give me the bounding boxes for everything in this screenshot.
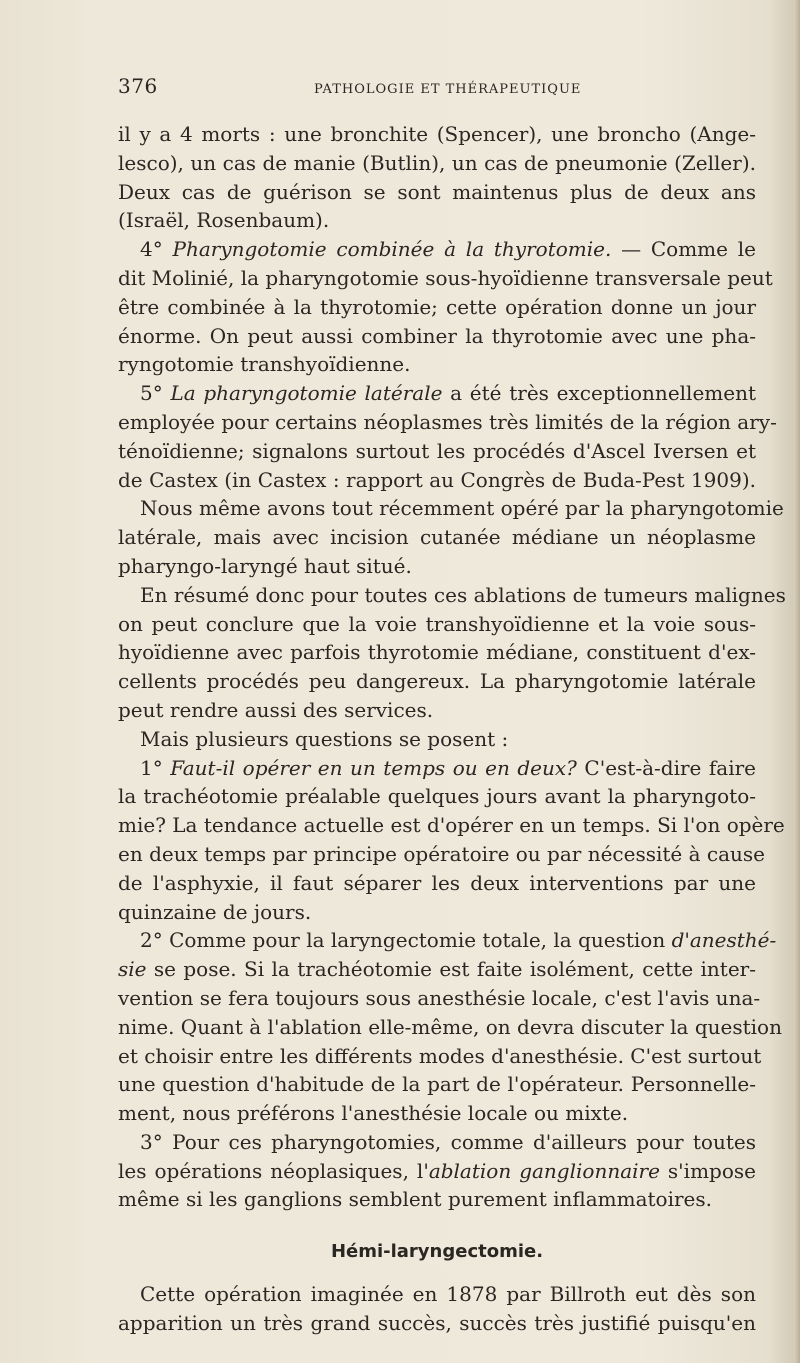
italic-heading: Faut-il opérer en un temps ou en deux? — [170, 755, 577, 780]
text-line: apparition un très grand succès, succès très justifié puisqu'en — [118, 1311, 756, 1336]
text-line: vention se fera toujours sous anesthésie locale, c'est l'avis una- — [118, 985, 761, 1010]
text-line: et choisir entre les différents modes d'anesthésie. C'est surtout — [118, 1043, 762, 1068]
text-line: cellents procédés peu dangereux. La pharyngotomie latérale — [118, 669, 756, 694]
text-line: nime. Quant à l'ablation elle-même, on devra discuter la question — [118, 1014, 782, 1039]
text-line: Cette opération imaginée en 1878 par Billroth eut dès son — [140, 1282, 756, 1307]
text-line: 2° Comme pour la laryngectomie totale, la question d'anesthé- — [140, 928, 777, 953]
text-line: employée pour certains néoplasmes très limités de la région ary- — [118, 409, 777, 434]
text-line: 3° Pour ces pharyngotomies, comme d'ailleurs pour toutes — [140, 1129, 756, 1154]
text-line: lesco), un cas de manie (Butlin), un cas de pneumonie (Zeller). — [118, 150, 756, 175]
text-line: la trachéotomie préalable quelques jours avant la pharyngoto- — [118, 784, 756, 809]
text-line: peut rendre aussi des services. — [118, 697, 434, 722]
text-line: ment, nous préférons l'anesthésie locale ou mixte. — [118, 1101, 629, 1126]
text-line: 1° Faut-il opérer en un temps ou en deux? C'est-à-dire faire — [140, 755, 756, 780]
text-line: être combinée à la thyrotomie; cette opération donne un jour — [118, 294, 756, 319]
text-line: En résumé donc pour toutes ces ablations de tumeurs malignes — [140, 582, 786, 607]
page-header — [118, 74, 756, 104]
italic-heading: La pharyngotomie latérale — [170, 381, 443, 406]
text-line: hyoïdienne avec parfois thyrotomie médiane, constituent d'ex- — [118, 640, 756, 665]
text-line: Mais plusieurs questions se posent : — [140, 726, 509, 751]
text-line: Nous même avons tout récemment opéré par la pharyngotomie — [140, 496, 784, 521]
text-line: de Castex (in Castex : rapport au Congrès de Buda-Pest 1909). — [118, 467, 756, 492]
text-line: on peut conclure que la voie transhyoïdienne et la voie sous- — [118, 611, 756, 636]
text-line: les opérations néoplasiques, l'ablation ganglionnaire s'impose — [118, 1158, 756, 1183]
text-line: pharyngo-laryngé haut situé. — [118, 553, 412, 578]
text-line: énorme. On peut aussi combiner la thyrotomie avec une pha- — [118, 323, 756, 348]
running-title: PATHOLOGIE ET THÉRAPEUTIQUE — [314, 82, 582, 97]
text-line: une question d'habitude de la part de l'opérateur. Personnelle- — [118, 1072, 756, 1097]
text-line: ténoïdienne; signalons surtout les procédés d'Ascel Iversen et — [118, 438, 756, 463]
text-line: mie? La tendance actuelle est d'opérer en un temps. Si l'on opère — [118, 813, 785, 838]
text-line: de l'asphyxie, il faut séparer les deux interventions par une — [118, 870, 756, 895]
body-text — [118, 120, 786, 1338]
section-heading: Hémi-laryngectomie. — [330, 1241, 544, 1263]
text-line: (Israël, Rosenbaum). — [118, 208, 330, 233]
text-line: 5° La pharyngotomie latérale a été très exceptionnellement — [140, 381, 756, 406]
text-line: il y a 4 morts : une bronchite (Spencer), une broncho (Ange- — [118, 122, 756, 146]
text-line: 4° Pharyngotomie combinée à la thyrotomie. — Comme le — [140, 237, 756, 262]
text-line: Deux cas de guérison se sont maintenus plus de deux ans — [118, 179, 756, 204]
page-edge-shadow — [794, 0, 800, 1363]
italic-term: sie — [118, 957, 147, 982]
text-line: même si les ganglions semblent purement inflammatoires. — [118, 1187, 712, 1212]
page-number: 376 — [118, 74, 158, 98]
text-line: ryngotomie transhyoïdienne. — [118, 352, 411, 377]
italic-heading: Pharyngotomie combinée à la thyrotomie. — [172, 237, 612, 262]
text-line: quinzaine de jours. — [118, 899, 312, 924]
text-line: dit Molinié, la pharyngotomie sous-hyoïdienne transversale peut — [118, 265, 773, 290]
text-line: latérale, mais avec incision cutanée médiane un néoplasme — [118, 525, 756, 550]
italic-term: ablation ganglionnaire — [428, 1158, 660, 1183]
text-line: sie se pose. Si la trachéotomie est faite isolément, cette inter- — [118, 957, 756, 982]
italic-term: d'anesthé- — [671, 928, 777, 953]
text-line: en deux temps par principe opératoire ou par nécessité à cause — [118, 841, 765, 866]
